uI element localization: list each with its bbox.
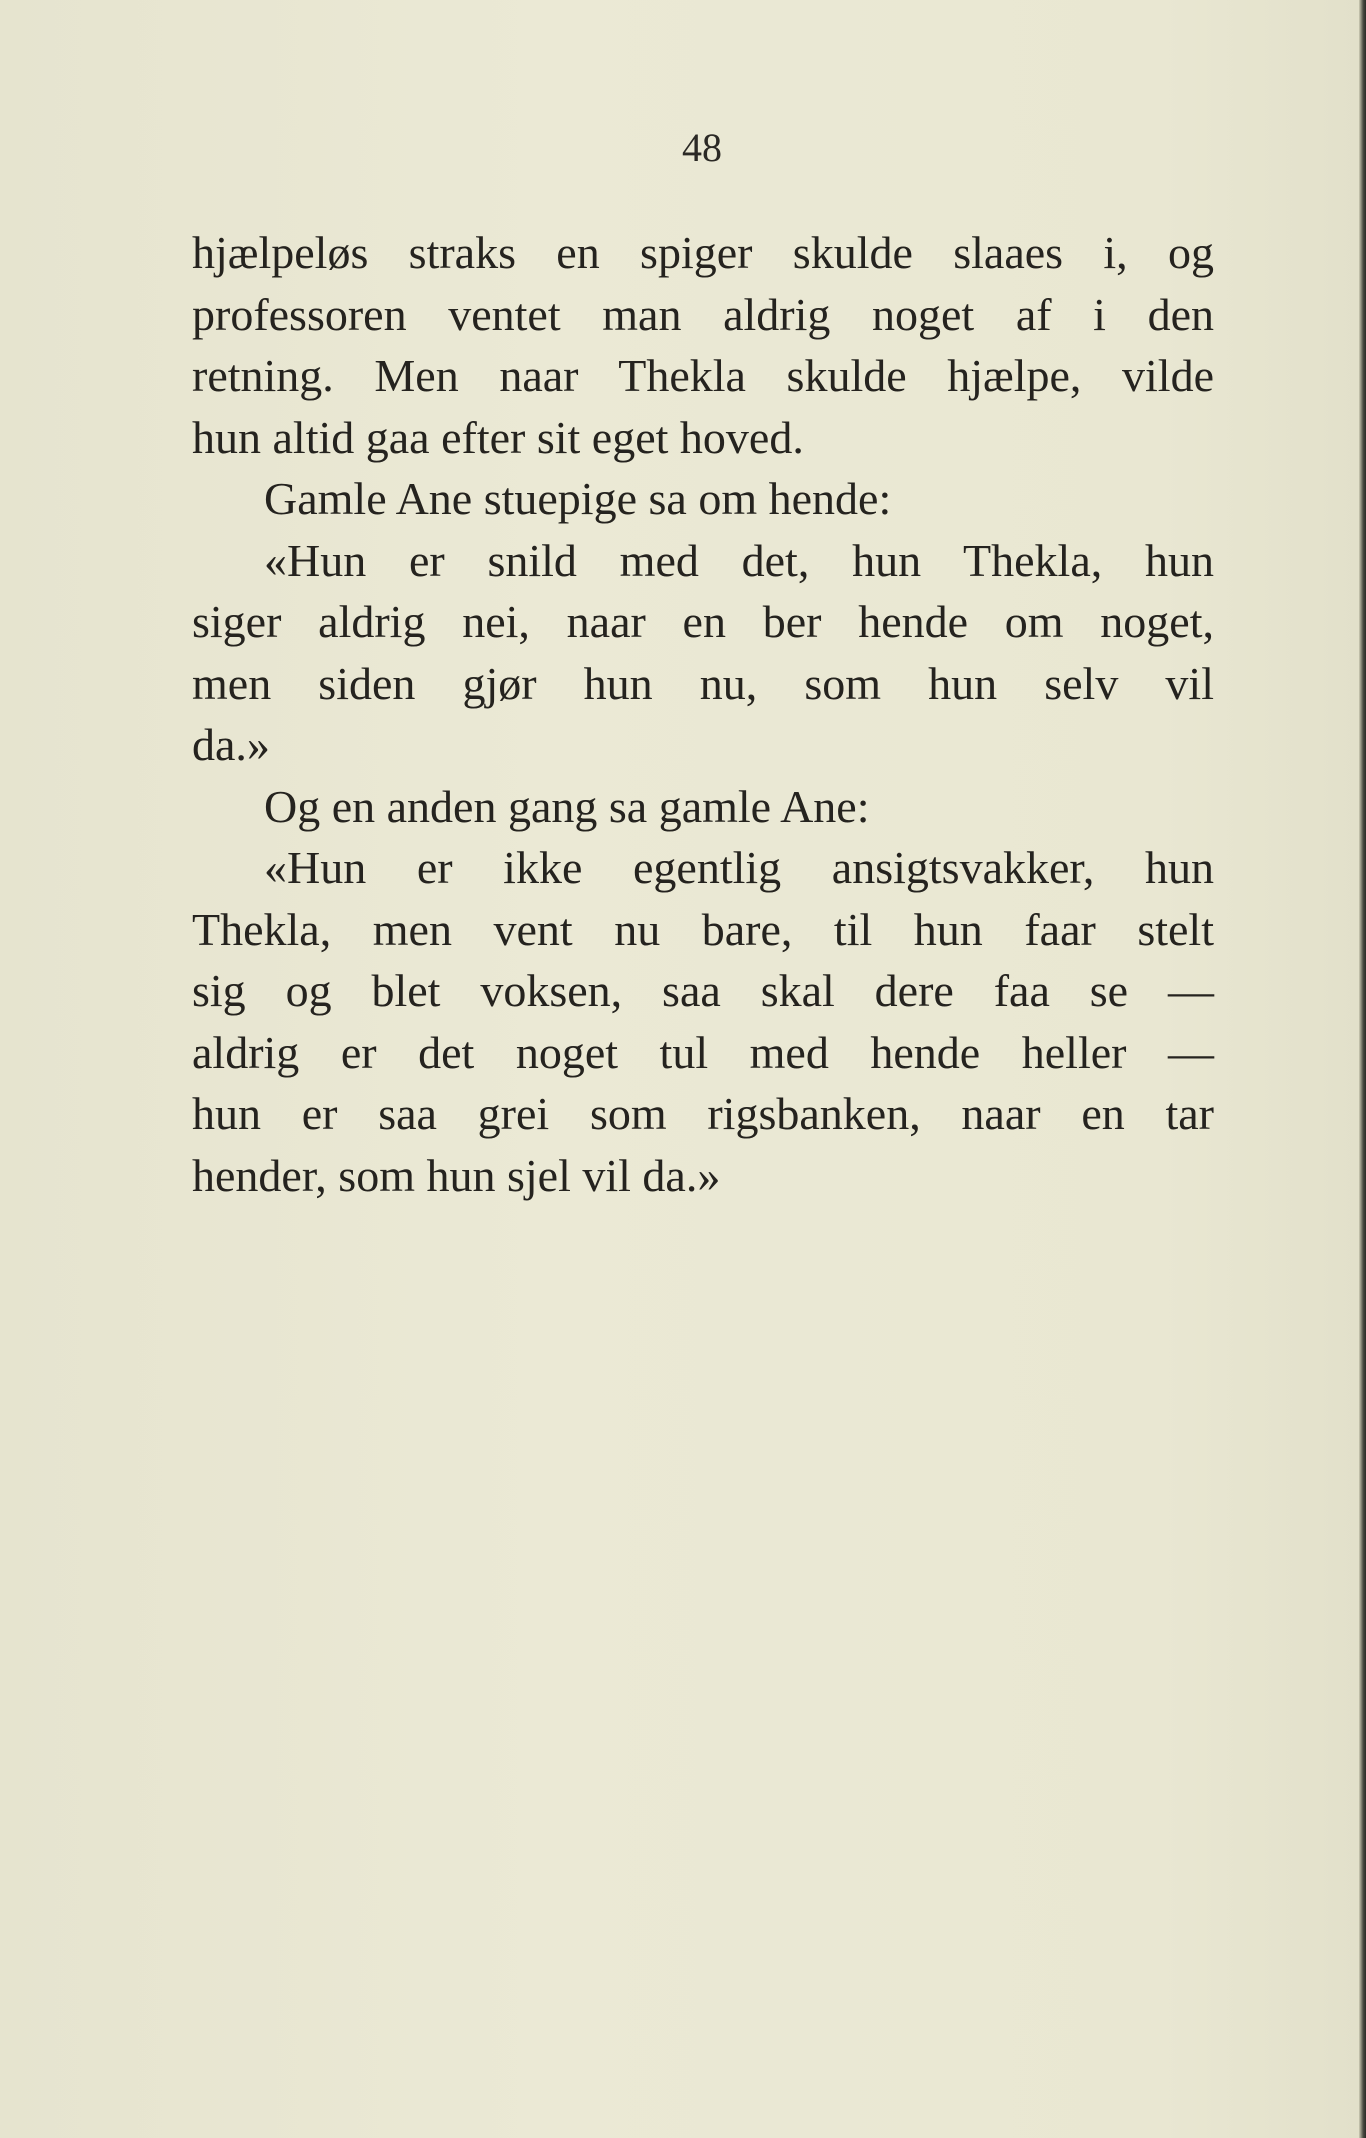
page-number: 48	[682, 125, 722, 170]
text-line: siger aldrig nei, naar en ber hende om noget,	[192, 596, 1214, 647]
text-line: Thekla, men vent nu bare, til hun faar stelt	[192, 903, 1214, 955]
text-line: professoren ventet man aldrig noget af i den	[192, 288, 1214, 340]
text-line: Og en anden gang sa gamle Ane:	[264, 780, 870, 832]
text-line: Gamle Ane stuepige sa om hende:	[264, 473, 892, 524]
text-line: hjælpeløs straks en spiger skulde slaaes i, og	[192, 227, 1214, 278]
text-line: da.»	[192, 719, 270, 770]
text-line: hender, som hun sjel vil da.»	[192, 1149, 721, 1201]
text-line: retning. Men naar Thekla skulde hjælpe, vilde	[192, 350, 1214, 401]
text-line: «Hun er snild med det, hun Thekla, hun	[264, 534, 1214, 586]
text-line: hun altid gaa efter sit eget hoved.	[192, 411, 804, 463]
body-text	[192, 222, 1214, 1206]
page-edge	[1359, 0, 1366, 2138]
text-line: «Hun er ikke egentlig ansigtsvakker, hun	[264, 842, 1214, 893]
text-line: hun er saa grei som rigsbanken, naar en tar	[192, 1088, 1214, 1139]
text-line: men siden gjør hun nu, som hun selv vil	[192, 657, 1214, 709]
text-line: aldrig er det noget tul med hende heller —	[192, 1026, 1214, 1078]
text-line: sig og blet voksen, saa skal dere faa se —	[192, 965, 1214, 1016]
